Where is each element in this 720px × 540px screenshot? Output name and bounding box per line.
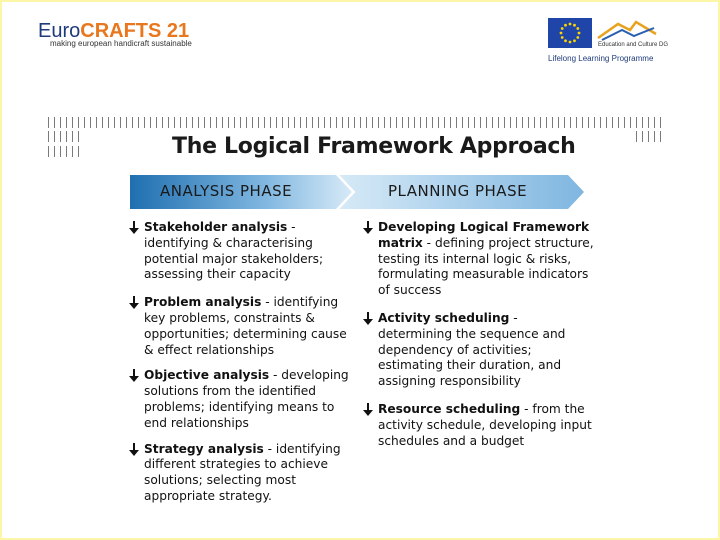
analysis-item-strategy bbox=[128, 442, 358, 505]
analysis-item-text: Strategy analysis - identifying different strategies to achieve solutions; selecting most appropriate strategy. bbox=[144, 441, 341, 503]
analysis-item-stakeholder bbox=[128, 220, 358, 283]
analysis-item-text: Stakeholder analysis - identifying & characterising potential major stakeholders; assessing their capacity bbox=[144, 220, 324, 282]
hatch-bar-left-1 bbox=[48, 131, 82, 142]
hatch-bar-right bbox=[636, 131, 664, 142]
down-arrow-icon bbox=[362, 312, 374, 326]
llp-label: Lifelong Learning Programme bbox=[548, 54, 654, 63]
down-arrow-icon bbox=[128, 221, 140, 235]
planning-item-logframe bbox=[362, 220, 594, 299]
planning-item-activity bbox=[362, 311, 594, 390]
down-arrow-icon bbox=[362, 221, 374, 235]
page-title: The Logical Framework Approach bbox=[172, 134, 576, 159]
eu-flag-icon bbox=[548, 18, 592, 48]
hatch-bar-left-2 bbox=[48, 146, 82, 157]
analysis-column bbox=[128, 220, 358, 505]
eac-label: Education and Culture DG bbox=[598, 42, 669, 48]
down-arrow-icon bbox=[128, 369, 140, 383]
planning-column bbox=[362, 220, 594, 449]
down-arrow-icon bbox=[362, 403, 374, 417]
planning-item-text: Resource scheduling - from the activity schedule, developing input schedules and a budget bbox=[378, 401, 592, 448]
analysis-item-text: Problem analysis - identifying key problems, constraints & opportunities; determining cause & effect relationships bbox=[144, 295, 347, 357]
planning-item-text: Developing Logical Framework matrix - defining project structure, testing its internal logic & risks, formulating measurable indicators of success bbox=[378, 220, 594, 298]
down-arrow-icon bbox=[128, 443, 140, 457]
planning-item-resource bbox=[362, 402, 594, 449]
logo-tagline: making european handicraft sustainable bbox=[50, 39, 192, 48]
down-arrow-icon bbox=[128, 296, 140, 310]
hatch-bar-top bbox=[48, 117, 664, 128]
analysis-item-text: Objective analysis - developing solutions from the identified problems; identifying means to end relationships bbox=[144, 368, 349, 430]
analysis-phase-label: ANALYSIS PHASE bbox=[160, 182, 293, 200]
planning-phase-label: PLANNING PHASE bbox=[388, 182, 528, 200]
analysis-item-objective bbox=[128, 368, 358, 431]
planning-item-text: Activity scheduling - determining the sequence and dependency of activities; estimating their duration, and assigning responsibility bbox=[378, 310, 566, 389]
analysis-item-problem bbox=[128, 295, 358, 358]
logo-euro-text: Euro bbox=[38, 20, 81, 42]
phase-banner bbox=[130, 175, 584, 209]
logo-crafts-text: CRAFTS 21 bbox=[80, 20, 190, 42]
